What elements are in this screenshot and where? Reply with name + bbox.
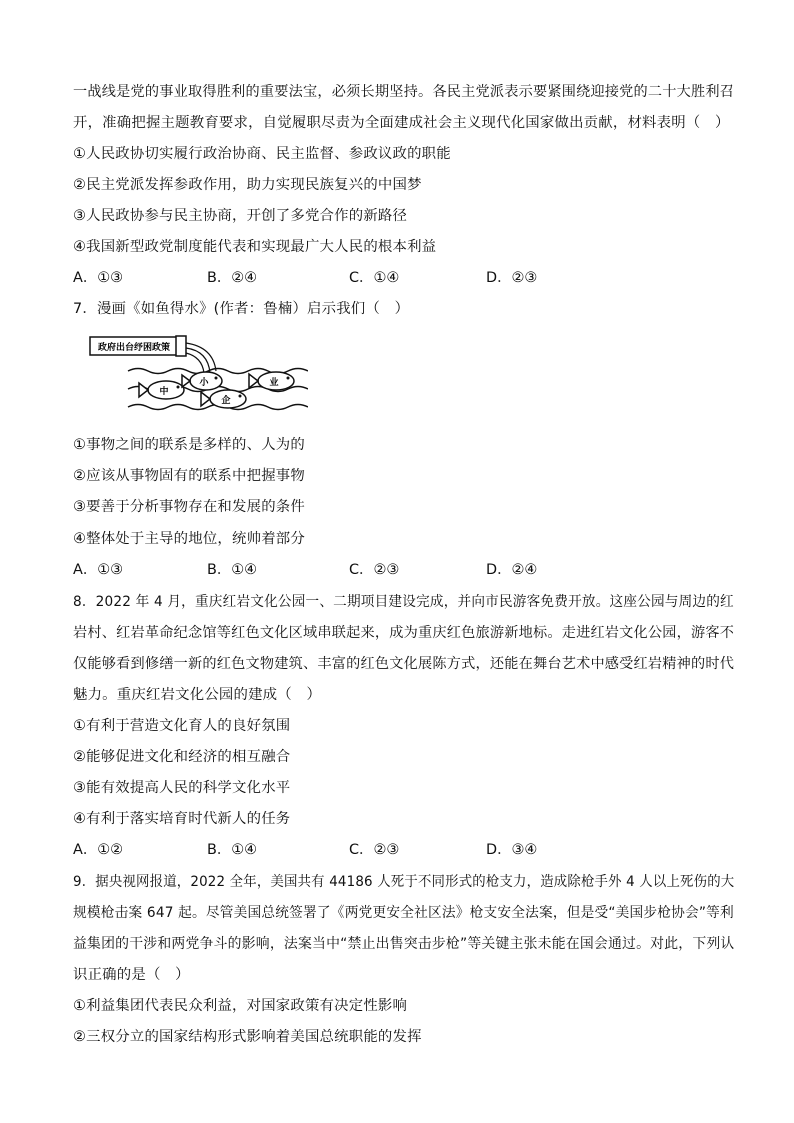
q6-statement-1: ①人民政协切实履行政治协商、民主监督、参政议政的职能 xyxy=(73,146,451,162)
q7-statement-3: ③要善于分析事物存在和发展的条件 xyxy=(73,499,305,515)
fish-label-3: 企 xyxy=(221,396,231,406)
fish-label-2: 小 xyxy=(199,378,209,388)
q8-statement-1: ①有利于营造文化育人的良好氛围 xyxy=(73,718,291,734)
fish-label-1: 中 xyxy=(159,387,169,397)
q6-option-c[interactable]: C．①④ xyxy=(349,270,400,286)
q6-option-b[interactable]: B．②④ xyxy=(207,270,258,286)
cartoon-image xyxy=(88,333,308,415)
q6-stem-line-1: 一战线是党的事业取得胜利的重要法宝，必须长期坚持。各民主党派表示要紧围绕迎接党的二十大胜利召 xyxy=(73,84,735,100)
q8-stem-line-1: 8．2022 年 4 月，重庆红岩文化公园一、二期项目建设完成，并向市民游客免费开放。这座公园与周边的红 xyxy=(73,594,734,610)
q9-statement-1: ①利益集团代表民众利益，对国家政策有决定性影响 xyxy=(73,998,408,1014)
q9-stem-line-4: 识正确的是（ ） xyxy=(73,967,190,983)
q8-stem-line-2: 岩村、红岩革命纪念馆等红色文化区域串联起来，成为重庆红色旅游新地标。走进红岩文化公园，游客不 xyxy=(73,625,735,641)
q6-statement-2: ②民主党派发挥参政作用，助力实现民族复兴的中国梦 xyxy=(73,177,422,193)
q6-option-d[interactable]: D．②③ xyxy=(486,270,538,286)
q8-statement-3: ③能有效提高人民的科学文化水平 xyxy=(73,780,291,796)
q7-statement-1: ①事物之间的联系是多样的、人为的 xyxy=(73,437,305,453)
q7-statement-4: ④整体处于主导的地位，统帅着部分 xyxy=(73,531,305,547)
q9-stem-line-2: 规模枪击案 647 起。尽管美国总统签署了《两党更安全社区法》枪支安全法案，但是受“美国步枪协会”等利 xyxy=(73,905,734,921)
fish-icon xyxy=(182,372,222,390)
q9-statement-2: ②三权分立的国家结构形式影响着美国总统职能的发挥 xyxy=(73,1029,422,1045)
q6-statement-3: ③人民政协参与民主协商，开创了多党合作的新路径 xyxy=(73,208,408,224)
q8-stem-line-3: 仅能够看到修缮一新的红色文物建筑、丰富的红色文化展陈方式，还能在舞台艺术中感受红岩精神的时代 xyxy=(73,656,735,672)
q7-stem: 7．漫画《如鱼得水》(作者：鲁楠）启示我们（ ） xyxy=(73,301,410,317)
q9-stem-line-1: 9．据央视网报道，2022 全年，美国共有 44186 人死于不同形式的枪支力，造成除枪手外 4 人以上死伤的大 xyxy=(73,874,735,890)
q9-stem-line-3: 益集团的干涉和两党争斗的影响，法案当中“禁止出售突击步枪”等关键主张未能在国会通过。对此，下列认 xyxy=(73,936,735,952)
q6-option-a[interactable]: A．①③ xyxy=(73,270,124,286)
q7-statement-2: ②应该从事物固有的联系中把握事物 xyxy=(73,468,305,484)
q8-option-c[interactable]: C．②③ xyxy=(349,842,400,858)
q6-statement-4: ④我国新型政党制度能代表和实现最广大人民的根本利益 xyxy=(73,239,437,255)
q8-option-a[interactable]: A．①② xyxy=(73,842,124,858)
q8-statement-4: ④有利于落实培育时代新人的任务 xyxy=(73,811,291,827)
q7-option-a[interactable]: A．①③ xyxy=(73,562,124,578)
fish-icon xyxy=(139,381,184,399)
q7-option-d[interactable]: D．②④ xyxy=(486,562,538,578)
fish-icon xyxy=(201,390,246,408)
cartoon-pipe-label: 政府出台纾困政策 xyxy=(97,343,171,353)
q8-statement-2: ②能够促进文化和经济的相互融合 xyxy=(73,749,291,765)
q6-stem-line-2: 开，准确把握主题教育要求，自觉履职尽责为全面建成社会主义现代化国家做出贡献，材料表明（ ） xyxy=(73,115,730,131)
q8-option-d[interactable]: D．③④ xyxy=(486,842,538,858)
q8-option-b[interactable]: B．①④ xyxy=(207,842,258,858)
q7-option-b[interactable]: B．①④ xyxy=(207,562,258,578)
q7-option-c[interactable]: C．②③ xyxy=(349,562,400,578)
q8-stem-line-4: 魅力。重庆红岩文化公园的建成（ ） xyxy=(73,687,322,703)
fish-label-4: 业 xyxy=(269,378,279,388)
